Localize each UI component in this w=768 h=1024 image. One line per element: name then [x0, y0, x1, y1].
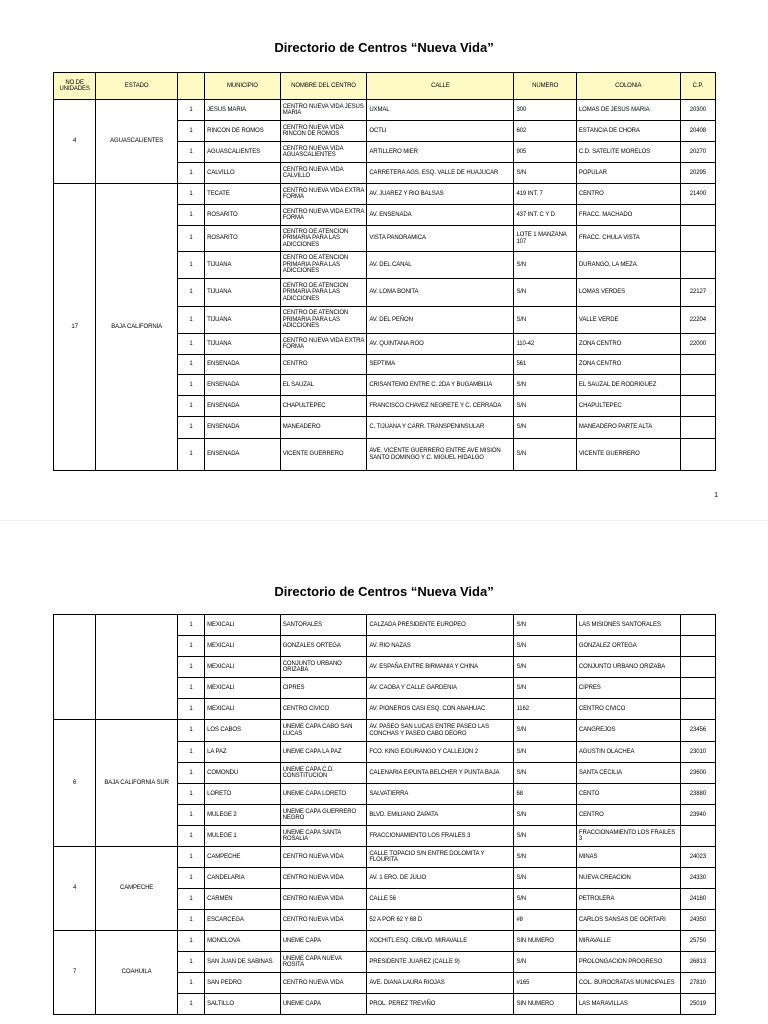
street: AV. DEL CANAL: [367, 252, 514, 279]
row-count: 1: [177, 163, 204, 184]
street-number: S/N: [514, 678, 576, 699]
street: AV. DEL PEÑON: [367, 307, 514, 334]
colony: ZONA CENTRO: [576, 355, 680, 375]
street: FRACCIONAMIENTO LOS FRAILES 3: [367, 826, 514, 847]
row-count: 1: [177, 396, 204, 417]
postal-code: [680, 439, 715, 471]
center-name: CENTRO NUEVA VIDA EXTRA FORMA: [280, 334, 367, 355]
postal-code: [680, 657, 715, 678]
municipality: SAN JUAN DE SABINAS: [205, 952, 281, 973]
municipality: ENSENADA: [205, 417, 281, 439]
colony: FRACC. MACHADO: [576, 205, 680, 226]
unit-count: 7: [54, 931, 96, 1015]
municipality: ENSENADA: [205, 439, 281, 471]
header-blank: [177, 73, 204, 100]
street-number: SIN NUMERO: [514, 931, 576, 952]
street: AVE. VICENTE GUERRERO ENTRE AVE MISION SANTO DOMINGO Y C. MIGUEL HIDALGO: [367, 439, 514, 471]
postal-code: [680, 417, 715, 439]
postal-code: 23456: [680, 720, 715, 742]
center-name: UNEME CAPA SANTA ROSALIA: [280, 826, 367, 847]
colony: MIRAVALLE: [576, 931, 680, 952]
postal-code: [680, 396, 715, 417]
row-count: 1: [177, 910, 204, 931]
street-number: S/N: [514, 307, 576, 334]
row-count: 1: [177, 889, 204, 910]
header-postal-code: C.P.: [680, 73, 715, 100]
unit-count: 17: [54, 184, 96, 471]
colony: CENTRO: [576, 184, 680, 205]
row-count: 1: [177, 226, 204, 252]
municipality: MONCLOVA: [205, 931, 281, 952]
colony: DURANGO, LA MEZA: [576, 252, 680, 279]
street-number: 1162: [514, 699, 576, 720]
street-number: S/N: [514, 252, 576, 279]
state-name: BAJA CALIFORNIA SUR: [96, 720, 178, 847]
street: FCO. KING E/DURANGO Y CALLEJON 2: [367, 742, 514, 763]
municipality: TIJUANA: [205, 307, 281, 334]
municipality: MULEGE 1: [205, 826, 281, 847]
postal-code: 25019: [680, 994, 715, 1015]
page-separator: [0, 520, 768, 569]
row-count: 1: [177, 657, 204, 678]
municipality: CANDELARIA: [205, 868, 281, 889]
postal-code: 23940: [680, 805, 715, 826]
street-number: S/N: [514, 417, 576, 439]
municipality: ENSENADA: [205, 396, 281, 417]
municipality: TIJUANA: [205, 334, 281, 355]
municipality: SALTILLO: [205, 994, 281, 1015]
colony: FRACCIONAMIENTO LOS FRAILES 3: [576, 826, 680, 847]
colony: GONZALEZ ORTEGA: [576, 636, 680, 657]
street: AV. JUAREZ Y RIO BALSAS: [367, 184, 514, 205]
row-count: 1: [177, 252, 204, 279]
colony: LOMAS VERDES: [576, 279, 680, 307]
street-number: S/N: [514, 952, 576, 973]
municipality: MEXICALI: [205, 678, 281, 699]
street: AV. 1 ERO. DE JULIO: [367, 868, 514, 889]
directory-table-2: [53, 614, 716, 1015]
street: CALENARIA E/PUNTA BELCHER Y PUNTA BAJA: [367, 763, 514, 784]
unit-count: 4: [54, 100, 96, 184]
table-row: [54, 720, 716, 742]
colony: SANTA CECILIA: [576, 763, 680, 784]
row-count: 1: [177, 973, 204, 994]
colony: AGUSTIN OLACHEA: [576, 742, 680, 763]
center-name: EL SAUZAL: [280, 375, 367, 396]
center-name: CENTRO NUEVA VIDA RINCON DE ROMOS: [280, 121, 367, 142]
row-count: 1: [177, 279, 204, 307]
colony: LAS MISIONES SANTORALES: [576, 615, 680, 636]
street: AV. RIO NAZAS: [367, 636, 514, 657]
page-title: Directorio de Centros “Nueva Vida”: [274, 40, 494, 55]
street-number: S/N: [514, 805, 576, 826]
page-title-2: Directorio de Centros “Nueva Vida”: [274, 584, 494, 599]
postal-code: 22127: [680, 279, 715, 307]
colony: CENTRO: [576, 805, 680, 826]
page-2: [0, 568, 768, 1024]
center-name: CONJUNTO URBANO ORIZABA: [280, 657, 367, 678]
street: C. TIJUANA Y CARR. TRANSPENINSULAR: [367, 417, 514, 439]
center-name: UNEME CAPA C.D. CONSTITUCION: [280, 763, 367, 784]
colony: PROLONGACION PROGRESO: [576, 952, 680, 973]
center-name: UNEME CAPA NUEVA ROSITA: [280, 952, 367, 973]
center-name: UNEME CAPA LORETO: [280, 784, 367, 805]
center-name: CENTRO NUEVA VIDA CALVILLO: [280, 163, 367, 184]
municipality: LA PAZ: [205, 742, 281, 763]
postal-code: [680, 678, 715, 699]
row-count: 1: [177, 439, 204, 471]
street: BLVD. EMILIANO ZAPATA: [367, 805, 514, 826]
center-name: VICENTE GUERRERO: [280, 439, 367, 471]
unit-count: [54, 615, 96, 720]
street-number: S/N: [514, 396, 576, 417]
row-count: 1: [177, 205, 204, 226]
municipality: LORETO: [205, 784, 281, 805]
row-count: 1: [177, 615, 204, 636]
municipality: TIJUANA: [205, 279, 281, 307]
colony: POPULAR: [576, 163, 680, 184]
colony: ZONA CENTRO: [576, 334, 680, 355]
colony: CANGREJOS: [576, 720, 680, 742]
street: ARTILLERO MIER: [367, 142, 514, 163]
postal-code: [680, 355, 715, 375]
municipality: ENSENADA: [205, 375, 281, 396]
street-number: S/N: [514, 657, 576, 678]
municipality: MEXICALI: [205, 615, 281, 636]
street-number: 602: [514, 121, 576, 142]
center-name: MANEADERO: [280, 417, 367, 439]
row-count: 1: [177, 100, 204, 121]
street: PRESIDENTE JUAREZ (CALLE 9): [367, 952, 514, 973]
center-name: CENTRO NUEVA VIDA: [280, 973, 367, 994]
postal-code: 22204: [680, 307, 715, 334]
postal-code: 20295: [680, 163, 715, 184]
colony: CENTO: [576, 784, 680, 805]
street: CALLE TOPACIO S/N ENTRE DOLOMITA Y FLOURITA: [367, 847, 514, 868]
postal-code: 23880: [680, 784, 715, 805]
row-count: 1: [177, 826, 204, 847]
center-name: GONZALES ORTEGA: [280, 636, 367, 657]
center-name: CENTRO CIVICO: [280, 699, 367, 720]
street: OCTLI: [367, 121, 514, 142]
street: CALLE 56: [367, 889, 514, 910]
row-count: 1: [177, 334, 204, 355]
postal-code: 20408: [680, 121, 715, 142]
colony: MINAS: [576, 847, 680, 868]
center-name: CENTRO NUEVA VIDA: [280, 868, 367, 889]
street-number: S/N: [514, 375, 576, 396]
municipality: ROSARITO: [205, 205, 281, 226]
center-name: UNEME CAPA LA PAZ: [280, 742, 367, 763]
center-name: CENTRO DE ATENCION PRIMARIA PARA LAS ADICCIONES: [280, 307, 367, 334]
table-header-row: [54, 73, 716, 100]
postal-code: [680, 226, 715, 252]
row-count: 1: [177, 417, 204, 439]
row-count: 1: [177, 742, 204, 763]
state-name: BAJA CALIFORNIA: [96, 184, 178, 471]
street-number: SIN NUMERO: [514, 994, 576, 1015]
street-number: S/N: [514, 439, 576, 471]
center-name: CENTRO NUEVA VIDA: [280, 910, 367, 931]
street: AV. ENSENADA: [367, 205, 514, 226]
colony: ESTANCIA DE CHORA: [576, 121, 680, 142]
postal-code: 23010: [680, 742, 715, 763]
row-count: 1: [177, 699, 204, 720]
postal-code: 22000: [680, 334, 715, 355]
street-number: 300: [514, 100, 576, 121]
colony: CENTRO CIVICO: [576, 699, 680, 720]
row-count: 1: [177, 805, 204, 826]
municipality: TIJUANA: [205, 252, 281, 279]
municipality: ESCARCEGA: [205, 910, 281, 931]
municipality: JESUS MARIA: [205, 100, 281, 121]
state-name: COAHUILA: [96, 931, 178, 1015]
colony: CONJUNTO URBANO ORIZABA: [576, 657, 680, 678]
center-name: UNEME CAPA: [280, 994, 367, 1015]
row-count: 1: [177, 307, 204, 334]
postal-code: [680, 375, 715, 396]
directory-table: [53, 72, 716, 471]
street-number: S/N: [514, 279, 576, 307]
center-name: CENTRO DE ATENCION PRIMARIA PARA LAS ADICCIONES: [280, 279, 367, 307]
center-name: CENTRO NUEVA VIDA EXTRA FORMA: [280, 184, 367, 205]
street: 52 A POR 62 Y 68 D: [367, 910, 514, 931]
postal-code: 24330: [680, 868, 715, 889]
street: AVE. DIANA LAURA RIOJAS: [367, 973, 514, 994]
colony: CARLOS SANSAS DE GORTARI: [576, 910, 680, 931]
row-count: 1: [177, 375, 204, 396]
street: AV. PIONEROS CASI ESQ. CON ANAHUAC: [367, 699, 514, 720]
postal-code: 23600: [680, 763, 715, 784]
street-number: S/N: [514, 847, 576, 868]
street: CALZADA PRESIDENTE EUROPEO: [367, 615, 514, 636]
center-name: CENTRO NUEVA VIDA AGUASCALIENTES: [280, 142, 367, 163]
header-state: ESTADO: [96, 73, 178, 100]
colony: EL SAUZAL DE RODRIGUEZ: [576, 375, 680, 396]
postal-code: 24023: [680, 847, 715, 868]
row-count: 1: [177, 355, 204, 375]
center-name: CENTRO DE ATENCION PRIMARIA PARA LAS ADICCIONES: [280, 252, 367, 279]
page-number: 1: [714, 492, 718, 499]
row-count: 1: [177, 931, 204, 952]
center-name: CENTRO NUEVA VIDA: [280, 847, 367, 868]
table-row: [54, 184, 716, 205]
header-street: CALLE: [367, 73, 514, 100]
street-number: S/N: [514, 636, 576, 657]
row-count: 1: [177, 636, 204, 657]
postal-code: [680, 205, 715, 226]
street: UXMAL: [367, 100, 514, 121]
row-count: 1: [177, 142, 204, 163]
table-row: [54, 100, 716, 121]
street: AV. PASEO SAN LUCAS ENTRE PASEO LAS CONCHAS Y PASEO CABO DEORO: [367, 720, 514, 742]
municipality: CALVILLO: [205, 163, 281, 184]
street-number: #8: [514, 910, 576, 931]
street-number: 68: [514, 784, 576, 805]
street-number: 437 INT. C Y D: [514, 205, 576, 226]
state-name: [96, 615, 178, 720]
center-name: SANTORALES: [280, 615, 367, 636]
municipality: TECATE: [205, 184, 281, 205]
street: AV. CAOBA Y CALLE GARDENIA: [367, 678, 514, 699]
colony: PETROLERA: [576, 889, 680, 910]
row-count: 1: [177, 784, 204, 805]
table-row: [54, 847, 716, 868]
street-number: 419 INT. 7: [514, 184, 576, 205]
street: AV. QUINTANA ROO: [367, 334, 514, 355]
header-municipality: MUNICIPIO: [205, 73, 281, 100]
table-row: [54, 615, 716, 636]
center-name: UNEME CAPA GUERRERO NEGRO: [280, 805, 367, 826]
postal-code: [680, 699, 715, 720]
colony: NUEVA CREACION: [576, 868, 680, 889]
center-name: UNEME CAPA: [280, 931, 367, 952]
row-count: 1: [177, 720, 204, 742]
unit-count: 6: [54, 720, 96, 847]
postal-code: 27810: [680, 973, 715, 994]
row-count: 1: [177, 994, 204, 1015]
street-number: 905: [514, 142, 576, 163]
municipality: LOS CABOS: [205, 720, 281, 742]
header-number: NUMERO: [514, 73, 576, 100]
center-name: CIPRES: [280, 678, 367, 699]
street: PROL. PEREZ TREVIÑO: [367, 994, 514, 1015]
street: SEPTIMA: [367, 355, 514, 375]
colony: COL. BUROCRATAS MUNICIPALES: [576, 973, 680, 994]
postal-code: 21400: [680, 184, 715, 205]
colony: LOMAS DE JESUS MARIA: [576, 100, 680, 121]
row-count: 1: [177, 952, 204, 973]
municipality: MEXICALI: [205, 657, 281, 678]
municipality: MEXICALI: [205, 636, 281, 657]
street: AV. ESPAÑA ENTRE BIRMANIA Y CHINA: [367, 657, 514, 678]
state-name: CAMPECHE: [96, 847, 178, 931]
municipality: MEXICALI: [205, 699, 281, 720]
street: SALVATIERRA: [367, 784, 514, 805]
header-center-name: NOMBRE DEL CENTRO: [280, 73, 367, 100]
row-count: 1: [177, 678, 204, 699]
municipality: ENSENADA: [205, 355, 281, 375]
street-number: S/N: [514, 868, 576, 889]
center-name: CENTRO NUEVA VIDA: [280, 889, 367, 910]
row-count: 1: [177, 868, 204, 889]
street-number: S/N: [514, 889, 576, 910]
street-number: S/N: [514, 720, 576, 742]
colony: CHAPULTEPEC: [576, 396, 680, 417]
state-name: AGUASCALIENTES: [96, 100, 178, 184]
postal-code: 24180: [680, 889, 715, 910]
street-number: S/N: [514, 763, 576, 784]
colony: VICENTE GUERRERO: [576, 439, 680, 471]
street: AV. LOMA BONITA: [367, 279, 514, 307]
header-units: NO DE UNIDADES: [54, 73, 96, 100]
center-name: CENTRO DE ATENCION PRIMARIA PARA LAS ADICCIONES: [280, 226, 367, 252]
municipality: COMONDU: [205, 763, 281, 784]
postal-code: 20270: [680, 142, 715, 163]
municipality: SAN PEDRO: [205, 973, 281, 994]
center-name: CENTRO: [280, 355, 367, 375]
street-number: 110-42: [514, 334, 576, 355]
municipality: AGUASCALIENTES: [205, 142, 281, 163]
table-row: [54, 931, 716, 952]
street-number: S/N: [514, 826, 576, 847]
header-colony: COLONIA: [576, 73, 680, 100]
postal-code: 25750: [680, 931, 715, 952]
municipality: ROSARITO: [205, 226, 281, 252]
postal-code: 26813: [680, 952, 715, 973]
center-name: CENTRO NUEVA VIDA EXTRA FORMA: [280, 205, 367, 226]
street-number: #165: [514, 973, 576, 994]
postal-code: [680, 252, 715, 279]
street: CARRETERA AGS. ESQ. VALLE DE HUAJUCAR: [367, 163, 514, 184]
postal-code: 24350: [680, 910, 715, 931]
colony: LAS MARAVILLAS: [576, 994, 680, 1015]
center-name: CENTRO NUEVA VIDA JESUS MARIA: [280, 100, 367, 121]
municipality: RINCON DE ROMOS: [205, 121, 281, 142]
street: XOCHITL ESQ. C/BLVD. MIRAVALLE: [367, 931, 514, 952]
row-count: 1: [177, 121, 204, 142]
center-name: CHAPULTEPEC: [280, 396, 367, 417]
colony: MANEADERO PARTE ALTA: [576, 417, 680, 439]
row-count: 1: [177, 184, 204, 205]
street-number: S/N: [514, 742, 576, 763]
municipality: CARMEN: [205, 889, 281, 910]
row-count: 1: [177, 847, 204, 868]
colony: VALLE VERDE: [576, 307, 680, 334]
postal-code: [680, 826, 715, 847]
row-count: 1: [177, 763, 204, 784]
postal-code: 20300: [680, 100, 715, 121]
colony: CIPRES: [576, 678, 680, 699]
street: FRANCISCO CHAVEZ NEGRETE Y C. CERRADA: [367, 396, 514, 417]
street-number: 561: [514, 355, 576, 375]
street: CRISANTEMO ENTRE C. 2DA Y BUGAMBILIA: [367, 375, 514, 396]
postal-code: [680, 636, 715, 657]
municipality: CAMPECHE: [205, 847, 281, 868]
center-name: UNEME CAPA CABO SAN LUCAS: [280, 720, 367, 742]
municipality: MULEGE 2: [205, 805, 281, 826]
street-number: S/N: [514, 615, 576, 636]
street: VISTA PANORAMICA: [367, 226, 514, 252]
colony: FRACC. CHULA VISTA: [576, 226, 680, 252]
unit-count: 4: [54, 847, 96, 931]
postal-code: [680, 615, 715, 636]
street-number: S/N: [514, 163, 576, 184]
colony: C.D. SATELITE MORELOS: [576, 142, 680, 163]
street-number: LOTE 1 MANZANA 107: [514, 226, 576, 252]
